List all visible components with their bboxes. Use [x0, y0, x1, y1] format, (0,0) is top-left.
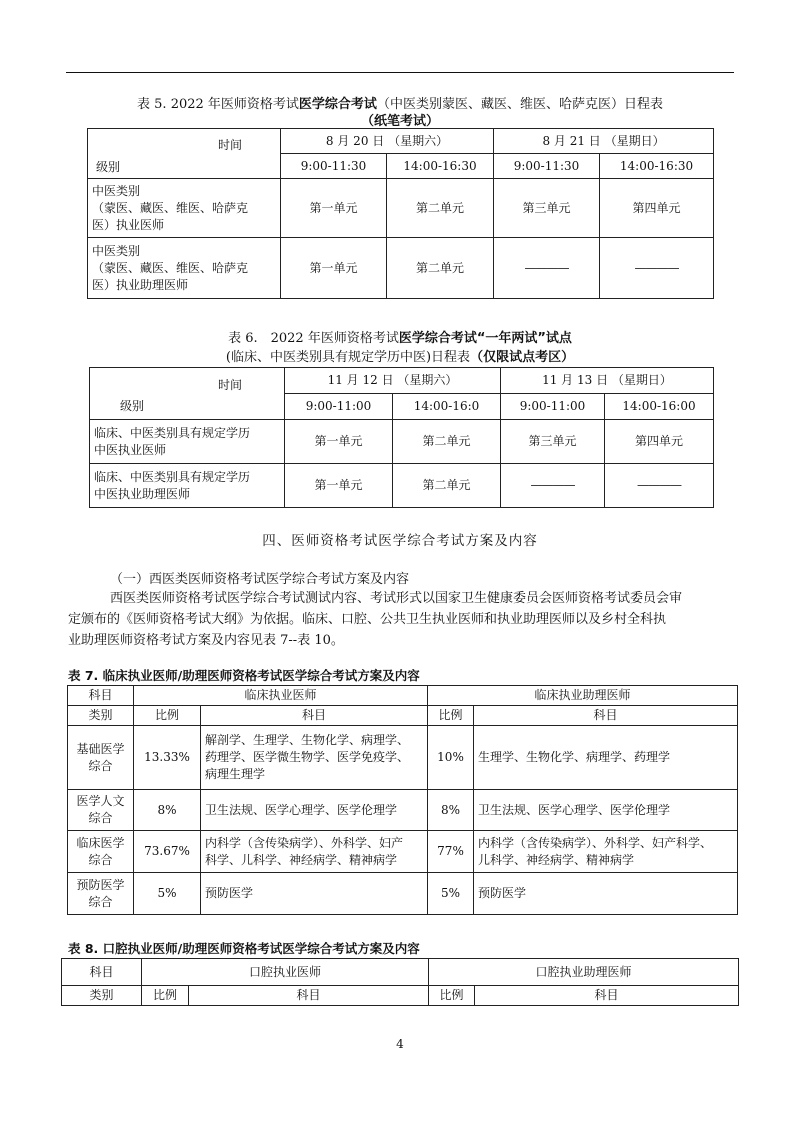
table7-subjects [474, 790, 738, 831]
table6-caption-prefix: 表 6. 2022 年医师资格考试 [228, 331, 399, 346]
table5-cell: 第三单元 [494, 179, 600, 238]
table6-cell: 第四单元 [605, 420, 714, 464]
table7-subjects [201, 831, 428, 873]
table5-cell: 第一单元 [281, 179, 387, 238]
table6-hdr-time: 时间 [218, 378, 243, 392]
table5-caption-bold: 医学综合考试 [298, 97, 377, 112]
table6-date1: 11 月 12 日 （星期六） [285, 368, 501, 394]
table6-header-corner [90, 368, 285, 420]
table7-ratio: 8% [428, 790, 474, 831]
table8-hdr-category: 类别 [62, 986, 142, 1006]
table5-header-corner [88, 129, 281, 179]
subject-line: 卫生法规、医学心理学、医学伦理学 [205, 802, 398, 817]
table5-time: 14:00-16:30 [600, 154, 714, 179]
table5-cell: 第四单元 [600, 179, 714, 238]
table5-cell: 第二单元 [387, 238, 494, 299]
subject-line: 科学、儿科学、神经病学、精神病学 [205, 852, 398, 867]
table5-cell: 第一单元 [281, 238, 387, 299]
table7-subjects [201, 790, 428, 831]
table7-subjects [201, 726, 428, 790]
subject-line: 病理生理学 [205, 767, 266, 781]
category-line: 临床医学 [76, 835, 125, 850]
page-number: 4 [396, 1037, 404, 1051]
header-rule [66, 72, 734, 73]
subject-line: 预防医学 [478, 886, 527, 900]
level-line: 临床、中医类别具有规定学历 [94, 425, 251, 440]
table7-col-subject: 科目 [201, 706, 428, 726]
category-line: 综合 [88, 811, 113, 825]
level-line: 医）执业助理医师 [92, 277, 189, 292]
table5-caption-prefix: 表 5. 2022 年医师资格考试 [137, 97, 299, 112]
subject-line: 儿科学、神经病学、精神病学 [478, 852, 635, 867]
table6-time: 9:00-11:00 [501, 394, 605, 420]
subject-line: 内科学（含传染病学）、外科学、妇产科学、 [478, 835, 713, 850]
paragraph-line: 定颁布的《医师资格考试大纲》为依据。临床、口腔、公共卫生执业医师和执业助理医师以及乡村全科执 [68, 612, 667, 627]
table5-time: 14:00-16:30 [387, 154, 494, 179]
level-line: 中医执业医师 [94, 442, 167, 457]
table5-date2: 8 月 21 日 （星期日） [494, 129, 714, 154]
table7-subjects [474, 726, 738, 790]
table6-time: 14:00-16:00 [605, 394, 714, 420]
level-line: （蒙医、藏医、维医、哈萨克 [92, 260, 249, 275]
table7-category [68, 790, 134, 831]
table7-ratio: 5% [134, 873, 201, 915]
table7-ratio: 8% [134, 790, 201, 831]
table7-ratio: 5% [428, 873, 474, 915]
table5-cell: 第二单元 [387, 179, 494, 238]
table7-ratio: 10% [428, 726, 474, 790]
table6-caption-line2-bold: （仅限试点考区） [470, 350, 575, 365]
table7-ratio: 13.33% [134, 726, 201, 790]
table8-hdr-subject: 科目 [62, 959, 142, 986]
level-line: （蒙医、藏医、维医、哈萨克 [92, 200, 249, 215]
table7-ratio: 77% [428, 831, 474, 873]
table7 [67, 685, 738, 915]
category-line: 综合 [88, 894, 113, 909]
level-line: 临床、中医类别具有规定学历 [94, 469, 251, 484]
table5-level-cell [88, 179, 281, 238]
category-line: 预防医学 [76, 877, 125, 892]
subject-line: 生理学、生物化学、病理学、药理学 [478, 750, 671, 764]
table6-cell: 第三单元 [501, 420, 605, 464]
table8 [61, 958, 739, 1006]
table6-date2: 11 月 13 日 （星期日） [501, 368, 714, 394]
table8-col-subject: 科目 [189, 986, 429, 1006]
category-line: 医学人文 [76, 794, 125, 808]
table7-col-ratio: 比例 [134, 706, 201, 726]
table5-hdr-level: 级别 [96, 160, 121, 174]
table5-hdr-time: 时间 [218, 138, 243, 152]
table5-time: 9:00-11:30 [281, 154, 387, 179]
table7-col-ratio: 比例 [428, 706, 474, 726]
level-line: 医）执业医师 [92, 217, 165, 232]
subject-line: 药理学、医学微生物学、医学免疫学、 [205, 750, 410, 764]
table8-caption: 表 8. 口腔执业医师/助理医师资格考试医学综合考试方案及内容 [68, 941, 420, 956]
table7-group1: 临床执业医师 [134, 686, 428, 706]
table6-level-cell [90, 420, 285, 464]
subject-line: 内科学（含传染病学）、外科学、妇产 [205, 835, 404, 850]
table6-cell: 第二单元 [393, 420, 501, 464]
table7-category [68, 726, 134, 790]
table6-cell: ———— [501, 464, 605, 508]
table8-group1: 口腔执业医师 [142, 959, 429, 986]
table7-hdr-subject: 科目 [68, 686, 134, 706]
table8-col-subject: 科目 [475, 986, 739, 1006]
paragraph-line: 西医类医师资格考试医学综合考试测试内容、考试形式以国家卫生健康委员会医师资格考试委员会审 [110, 591, 683, 606]
table7-subjects [474, 831, 738, 873]
table8-col-ratio: 比例 [429, 986, 475, 1006]
table5 [87, 128, 714, 299]
table6-cell: ———— [605, 464, 714, 508]
table7-group2: 临床执业助理医师 [428, 686, 738, 706]
category-line: 基础医学 [76, 741, 125, 756]
table7-hdr-category: 类别 [68, 706, 134, 726]
table6 [89, 367, 714, 508]
subsection-heading: （一）西医类医师资格考试医学综合考试方案及内容 [110, 572, 410, 587]
table5-level-cell [88, 238, 281, 299]
table5-time: 9:00-11:30 [494, 154, 600, 179]
table7-category [68, 831, 134, 873]
category-line: 综合 [88, 758, 113, 773]
table7-ratio: 73.67% [134, 831, 201, 873]
section-heading: 四、医师资格考试医学综合考试方案及内容 [262, 533, 538, 549]
subject-line: 卫生法规、医学心理学、医学伦理学 [478, 802, 671, 817]
table7-category [68, 873, 134, 915]
table6-time: 9:00-11:00 [285, 394, 393, 420]
body-paragraph [68, 588, 736, 651]
table6-cell: 第一单元 [285, 420, 393, 464]
table6-caption-bold: 医学综合考试“一年两试”试点 [398, 331, 572, 346]
table7-caption: 表 7. 临床执业医师/助理医师资格考试医学综合考试方案及内容 [68, 668, 420, 683]
paragraph-line: 业助理医师资格考试方案及内容见表 7--表 10。 [68, 633, 344, 648]
table6-caption [0, 327, 800, 346]
category-line: 综合 [88, 852, 113, 867]
table6-hdr-level: 级别 [120, 399, 145, 413]
level-line: 中医类别 [92, 183, 141, 198]
table7-subjects [474, 873, 738, 915]
table8-group2: 口腔执业助理医师 [429, 959, 739, 986]
level-line: 中医执业助理医师 [94, 486, 191, 501]
table6-caption-line2-plain: (临床、中医类别具有规定学历中医)日程表 [225, 350, 471, 365]
table6-cell: 第一单元 [285, 464, 393, 508]
table5-date1: 8 月 20 日 （星期六） [281, 129, 494, 154]
table5-caption-line2: （纸笔考试） [360, 114, 439, 129]
table7-subjects [201, 873, 428, 915]
table5-caption-suffix: （中医类别蒙医、藏医、维医、哈萨克医）日程表 [376, 97, 663, 112]
table8-col-ratio: 比例 [142, 986, 189, 1006]
subject-line: 解剖学、生理学、生物化学、病理学、 [205, 733, 410, 747]
subject-line: 预防医学 [205, 886, 254, 900]
level-line: 中医类别 [92, 243, 141, 258]
table5-cell: ———— [600, 238, 714, 299]
table7-col-subject: 科目 [474, 706, 738, 726]
table5-cell: ———— [494, 238, 600, 299]
table6-caption-line2 [0, 346, 800, 365]
table6-time: 14:00-16:0 [393, 394, 501, 420]
table6-level-cell [90, 464, 285, 508]
table6-cell: 第二单元 [393, 464, 501, 508]
